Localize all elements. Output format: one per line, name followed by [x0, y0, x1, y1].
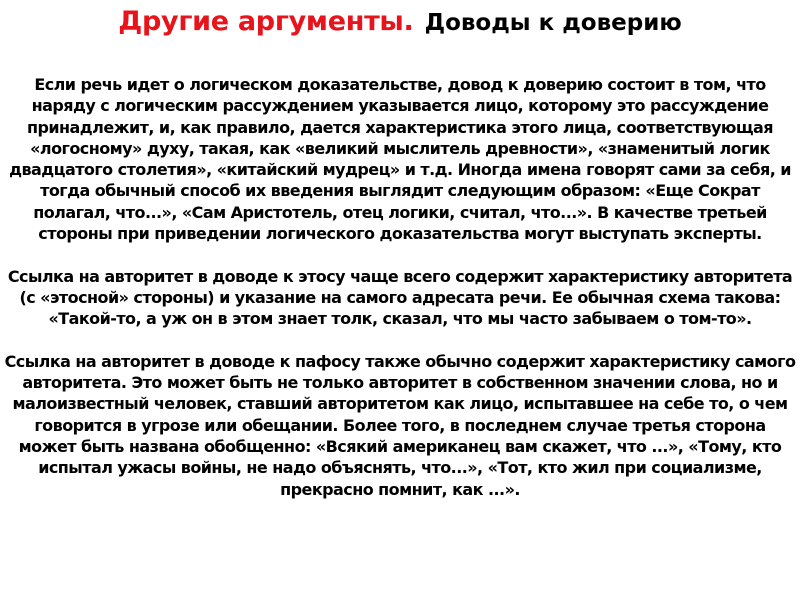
paragraph-pathos: Ссылка на авторитет в доводе к пафосу также обычно содержит характеристику самого авторитета. Это может быть не только авторитет в собственном значении слова, но и малоизвестный человек, ставший авторитетом как лицо, испытавшее на себе то, о чем говорится в угрозе или обещании. Более того, в последнем случае третья сторона может быть названа обобщенно: «Всякий американец вам скажет, что ...», «Тому, кто испытал ужасы войны, не надо объяснять, что...», «Тот, кто жил при социализме, прекрасно помнит, как ...». — [4, 351, 796, 499]
title-subtitle: Доводы к доверию — [424, 10, 682, 36]
paragraph-spacer — [4, 330, 796, 351]
paragraph-ethos: Ссылка на авторитет в доводе к этосу чаще всего содержит характеристику авторитета (с «этосной» стороны) и указание на самого адресата речи. Ее обычная схема такова: «Такой-то, а уж он в этом знает толк, сказал, что мы часто забываем о том-то». — [7, 266, 793, 329]
paragraph-spacer — [4, 244, 796, 265]
paragraph-logos: Если речь идет о логическом доказательстве, довод к доверию состоит в том, что наряду с логическим рассуждением указывается лицо, которому это рассуждение принадлежит, и, как правило, дается характеристика этого лица, соответствующая «логосному» духу, такая, как «великий мыслитель древности», «знаменитый логик двадцатого столетия», «китайский мудрец» и т.д. Иногда имена говорят сами за себя, и тогда обычный способ их введения выглядит следующим образом: «Еще Сократ полагал, что...», «Сам Аристотель, отец логики, считал, что...». В качестве третьей стороны при приведении логического доказательства могут выступать эксперты. — [9, 75, 791, 244]
title-main: Другие аргументы. — [118, 6, 414, 37]
slide-title — [0, 2, 800, 45]
slide-body — [4, 74, 796, 500]
